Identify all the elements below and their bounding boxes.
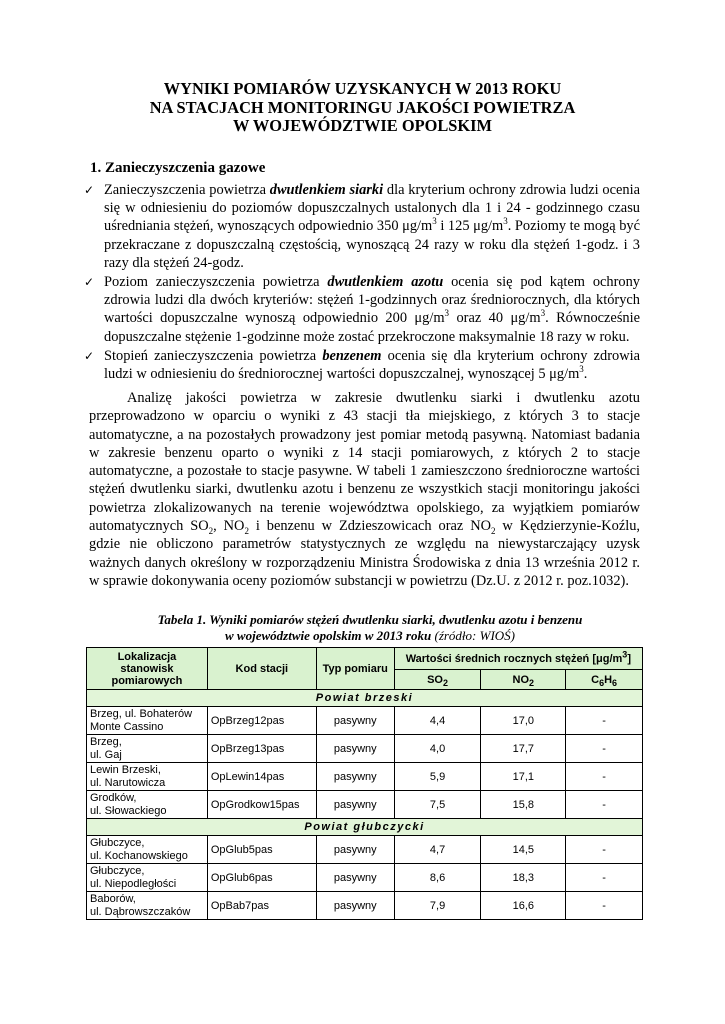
location-line: ul. Słowackiego [90, 804, 167, 817]
caption-source: (źródło: WIOŚ) [434, 628, 515, 643]
location-line: Brzeg, [90, 736, 122, 748]
cell-location [87, 864, 208, 892]
header-c6h6 [566, 670, 643, 690]
bullet-item [84, 273, 640, 346]
location-line: Lewin Brzeski, [90, 764, 161, 776]
cell-no2: 16,6 [481, 892, 566, 920]
cell-so2: 4,7 [394, 836, 481, 864]
subscript: 2 [491, 525, 496, 536]
bullet-item [84, 347, 640, 383]
cell-code: OpBab7pas [207, 892, 316, 920]
checkmark-icon: ✓ [84, 183, 95, 197]
cell-no2: 17,0 [481, 707, 566, 735]
cell-c6h6: - [566, 791, 643, 819]
table-row [87, 836, 643, 864]
header-location: Lokalizacja stanowisk pomiarowych [87, 648, 208, 690]
paragraph-text: i benzenu w Zdzieszowicach oraz NO [248, 518, 492, 535]
bullet-text: ocenia się pod kątem ochrony zdrowia ludzi dla dwóch kryteriów: stężeń 1-godzinnych oraz średniorocznych, dla których wartości dopuszczalne wynoszą odpowiednio 200 μg/m [104, 274, 640, 327]
cell-so2: 4,4 [394, 707, 481, 735]
header-so2 [394, 670, 481, 690]
formula-text: NO [512, 673, 530, 686]
cell-type: pasywny [316, 735, 394, 763]
bullet-text: . [583, 366, 588, 383]
location-line: Baborów, [90, 893, 136, 905]
pollutant-name: dwutlenkiem azotu [327, 274, 444, 291]
header-values [394, 648, 642, 670]
caption-line: Tabela 1. Wyniki pomiarów stężeń dwutlenku siarki, dwutlenku azotu i benzenu [157, 612, 583, 627]
cell-code: OpGrodkow15pas [207, 791, 316, 819]
bullet-text: dla kryterium ochrony zdrowia ludzi ocenia się w odniesieniu do poziomów dopuszczalnych ustalonych dla 1 i 24 - godzinnego czasu uśredniania stężeń, wynoszących odpowiednio 350 μg/m [104, 182, 640, 235]
caption-text: w województwie opolskim w 2013 roku [225, 628, 432, 643]
bullet-text: i 125 μg/m [436, 218, 504, 235]
bullet-text: Zanieczyszczenia powietrza [104, 182, 270, 198]
cell-so2: 8,6 [394, 864, 481, 892]
cell-location [87, 763, 208, 791]
table-caption [100, 612, 640, 644]
cell-location [87, 836, 208, 864]
pollutant-name: dwutlenkiem siarki [269, 182, 384, 198]
bullet-text: ocenia się dla kryterium ochrony zdrowia ludzi w odniesieniu do średniorocznej wartości dopuszczalnej, wynoszącej 5 μg/m [104, 347, 640, 383]
bullet-text: . Poziomy te mogą być przekraczane z dopuszczalną częstością, wynoszącą 24 razy w roku dla stężeń 1-godz. i 3 razy dla stężeń 24-godz. [104, 218, 641, 271]
header-type: Typ pomiaru [316, 648, 394, 690]
location-line: Grodków, [90, 792, 137, 804]
cell-c6h6: - [566, 892, 643, 920]
bullet-text: Poziom zanieczyszczenia powietrza [104, 274, 328, 291]
bullet-text: . Równocześnie dopuszczalne stężenie 1-godzinne może zostać przekroczone maksymalnie 18 razy w roku. [104, 310, 640, 345]
superscript: 3 [444, 308, 450, 319]
measurements-table [86, 647, 643, 920]
location-line: ul. Dąbrowszczaków [90, 905, 191, 918]
location-line: Głubczyce, [90, 865, 145, 877]
location-line: ul. Niepodległości [90, 877, 177, 890]
cell-no2: 17,7 [481, 735, 566, 763]
cell-code: OpGlub6pas [207, 864, 316, 892]
cell-no2: 14,5 [481, 836, 566, 864]
cell-code: OpBrzeg12pas [207, 707, 316, 735]
paragraph-text: Analizę jakości powietrza w zakresie dwutlenku siarki i dwutlenku azotu przeprowadzono w oparciu o wyniki z 43 stacji tła miejskiego, z których 3 to stacje automatyczne, a na pozostałych prowadzony jest pomiar metodą pasywną. Natomiast badania w zakresie benzenu oparto o wyniki z 14 stacji pomiarowych, z których 2 to stacje automatyczne, a pozostałe to stacje pasywne. W tabeli 1 zamieszczono średnioroczne wartości stężeń dwutlenku siarki, dwutlenku azotu i benzenu ze wszystkich stacji monitoringu jakości powietrza zlokalizowanych na terenie województwa opolskiego, za wyjątkiem pomiarów automatycznych SO [89, 390, 640, 535]
cell-so2: 7,5 [394, 791, 481, 819]
cell-location [87, 892, 208, 920]
cell-c6h6: - [566, 864, 643, 892]
location-line: ul. Gaj [90, 748, 122, 761]
cell-type: pasywny [316, 892, 394, 920]
cell-type: pasywny [316, 791, 394, 819]
location-line: Głubczyce, [90, 837, 145, 849]
cell-so2: 7,9 [394, 892, 481, 920]
section-row-glubczycki: Powiat głubczycki [87, 819, 643, 836]
cell-c6h6: - [566, 735, 643, 763]
header-values-text: Wartości średnich rocznych stężeń [μg/m [405, 652, 623, 665]
table-row [87, 864, 643, 892]
subscript: 2 [244, 525, 249, 536]
cell-type: pasywny [316, 836, 394, 864]
header-values-text: ] [627, 652, 631, 665]
section-row-brzeski: Powiat brzeski [87, 690, 643, 707]
location-line: ul. Narutowicza [90, 776, 166, 789]
checkmark-icon: ✓ [84, 348, 95, 363]
cell-no2: 17,1 [481, 763, 566, 791]
formula-text: SO [427, 673, 443, 686]
cell-so2: 4,0 [394, 735, 481, 763]
subscript: 6 [612, 677, 618, 688]
title-line: WYNIKI POMIARÓW UZYSKANYCH W 2013 ROKU [163, 79, 562, 98]
cell-type: pasywny [316, 864, 394, 892]
cell-type: pasywny [316, 707, 394, 735]
table-row [87, 791, 643, 819]
superscript: 3 [540, 308, 546, 319]
cell-location [87, 735, 208, 763]
subscript: 2 [443, 677, 449, 688]
formula-text: H [604, 673, 613, 686]
cell-so2: 5,9 [394, 763, 481, 791]
subscript: 2 [208, 525, 214, 536]
cell-location [87, 791, 208, 819]
checkmark-icon: ✓ [84, 275, 95, 290]
cell-no2: 18,3 [481, 864, 566, 892]
header-no2 [481, 670, 566, 690]
paragraph-text: w Kędzierzynie-Koźlu, gdzie nie obliczono parametrów statystycznych ze względu na niewystarczający uzysk ważnych danych określony w rozporządzeniu Ministra Środowiska z dnia 13 września 2012 r. w sprawie dokonywania oceny poziomów substancji w powietrzu (Dz.U. z 2012 r. poz.1032). [89, 518, 641, 589]
bullet-item [84, 181, 640, 272]
header-code: Kod stacji [207, 648, 316, 690]
subscript: 2 [529, 677, 535, 688]
superscript: 3 [579, 364, 584, 375]
cell-c6h6: - [566, 707, 643, 735]
table-row [87, 892, 643, 920]
bullet-text: Stopień zanieczyszczenia powietrza [104, 347, 323, 364]
cell-c6h6: - [566, 763, 643, 791]
superscript: 3 [432, 216, 437, 227]
cell-code: OpGlub5pas [207, 836, 316, 864]
superscript: 3 [503, 216, 508, 227]
location-line: Brzeg, ul. Bohaterów [90, 708, 193, 720]
bullet-text: oraz 40 μg/m [449, 310, 541, 327]
subscript: 6 [599, 677, 605, 688]
paragraph-text: , NO [213, 518, 245, 535]
cell-no2: 15,8 [481, 791, 566, 819]
title-line: W WOJEWÓDZTWIE OPOLSKIM [233, 116, 492, 135]
cell-type: pasywny [316, 763, 394, 791]
title-line: NA STACJACH MONITORINGU JAKOŚCI POWIETRZA [149, 97, 576, 117]
cell-code: OpBrzeg13pas [207, 735, 316, 763]
location-line: ul. Kochanowskiego [90, 849, 188, 862]
section-heading: 1. Zanieczyszczenia gazowe [90, 160, 266, 176]
document-title [60, 80, 665, 136]
table-row [87, 707, 643, 735]
analysis-paragraph [89, 389, 640, 590]
table-row [87, 735, 643, 763]
caption-line [100, 628, 640, 644]
formula-text: C [591, 673, 600, 686]
cell-c6h6: - [566, 836, 643, 864]
cell-location [87, 707, 208, 735]
bullet-list [84, 181, 640, 384]
location-line: Monte Cassino [90, 720, 164, 733]
cell-code: OpLewin14pas [207, 763, 316, 791]
table-row [87, 763, 643, 791]
pollutant-name: benzenem [322, 347, 382, 364]
superscript: 3 [622, 648, 628, 659]
